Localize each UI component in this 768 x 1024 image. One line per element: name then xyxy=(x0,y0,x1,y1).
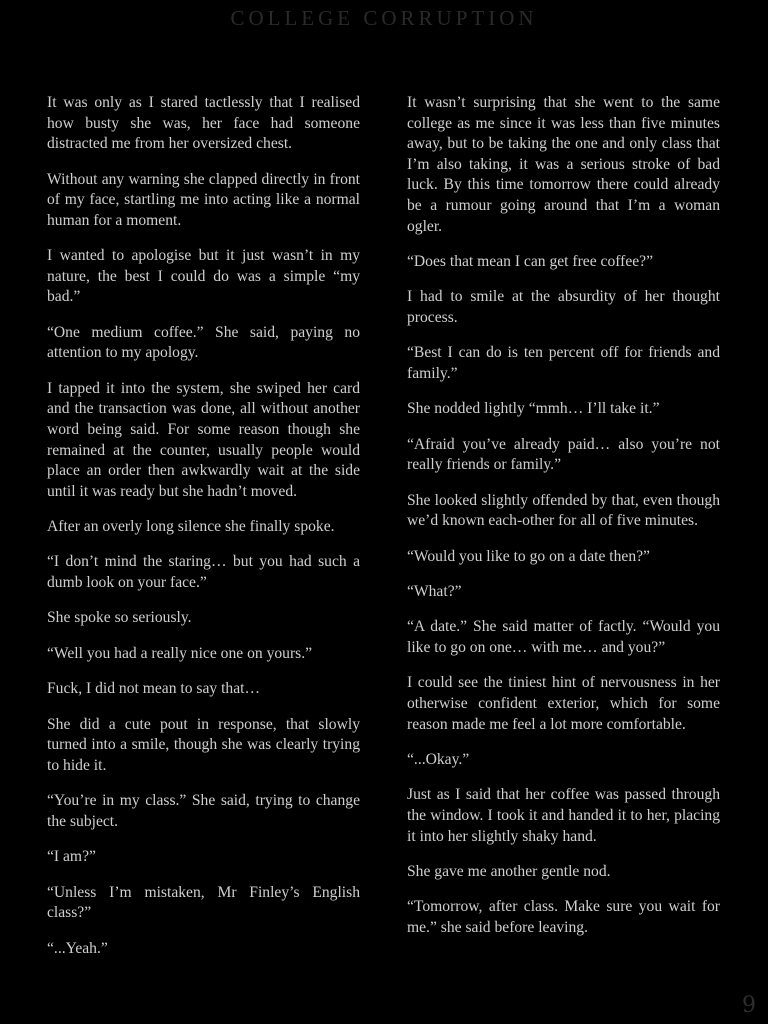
paragraph: Just as I said that her coffee was passed through the window. I took it and handed it to her, placing it into her slightly shaky hand. xyxy=(407,786,720,845)
paragraph: I tapped it into the system, she swiped her card and the transaction was done, all without another word being said. For some reason though she remained at the counter, usually people would place an order then awkwardly wait at the side until it was ready but she hadn’t moved. xyxy=(47,379,360,500)
paragraph: Without any warning she clapped directly in front of my face, startling me into acting like a normal human for a moment. xyxy=(47,170,360,229)
right-column xyxy=(407,93,720,953)
paragraph: “Afraid you’ve already paid… also you’re not really friends or family.” xyxy=(407,435,720,474)
paragraph: She gave me another gentle nod. xyxy=(407,862,611,880)
paragraph: “I don’t mind the staring… but you had such a dumb look on your face.” xyxy=(47,553,360,592)
paragraph: She looked slightly offended by that, even though we’d known each-other for all of five minutes. xyxy=(407,491,720,530)
page-number: 9 xyxy=(742,993,756,1018)
paragraph: After an overly long silence she finally spoke. xyxy=(47,518,335,536)
paragraph: “Well you had a really nice one on yours.” xyxy=(47,644,313,662)
paragraph: “Would you like to go on a date then?” xyxy=(407,547,650,565)
paragraph: “One medium coffee.” She said, paying no attention to my apology. xyxy=(47,323,360,362)
paragraph: It wasn’t surprising that she went to the same college as me since it was less than five minutes away, but to be taking the one and only class that I’m also taking, it was a serious stroke of bad luck. By this time tomorrow there could already be a rumour going around that I’m a woman ogler. xyxy=(407,94,720,235)
paragraph: “Unless I’m mistaken, Mr Finley’s English class?” xyxy=(47,883,360,922)
running-header: COLLEGE CORRUPTION xyxy=(230,6,538,30)
paragraph: “Does that mean I can get free coffee?” xyxy=(407,252,654,270)
left-column xyxy=(47,93,360,974)
paragraph: She spoke so seriously. xyxy=(47,609,192,627)
paragraph: “Best I can do is ten percent off for friends and family.” xyxy=(407,344,720,382)
paragraph: “A date.” She said matter of factly. “Would you like to go on one… with me… and you?” xyxy=(407,618,720,657)
paragraph: “I am?” xyxy=(47,848,96,866)
paragraph: “Tomorrow, after class. Make sure you wait for me.” she said before leaving. xyxy=(407,898,720,936)
paragraph: Fuck, I did not mean to say that… xyxy=(47,680,261,698)
paragraph: I could see the tiniest hint of nervousness in her otherwise confident exterior, which for some reason made me feel a lot more comfortable. xyxy=(407,674,720,733)
paragraph: “What?” xyxy=(407,583,462,601)
paragraph: It was only as I stared tactlessly that I realised how busty she was, her face had someone distracted me from her oversized chest. xyxy=(47,94,360,153)
paragraph: She did a cute pout in response, that slowly turned into a smile, though she was clearly trying to hide it. xyxy=(47,715,360,774)
paragraph: “...Yeah.” xyxy=(47,939,108,957)
paragraph: “...Okay.” xyxy=(407,751,470,769)
paragraph: I wanted to apologise but it just wasn’t in my nature, the best I could do was a simple “my bad.” xyxy=(47,247,360,306)
paragraph: She nodded lightly “mmh… I’ll take it.” xyxy=(407,400,660,418)
paragraph: “You’re in my class.” She said, trying to change the subject. xyxy=(47,792,360,830)
paragraph: I had to smile at the absurdity of her thought process. xyxy=(407,288,720,326)
